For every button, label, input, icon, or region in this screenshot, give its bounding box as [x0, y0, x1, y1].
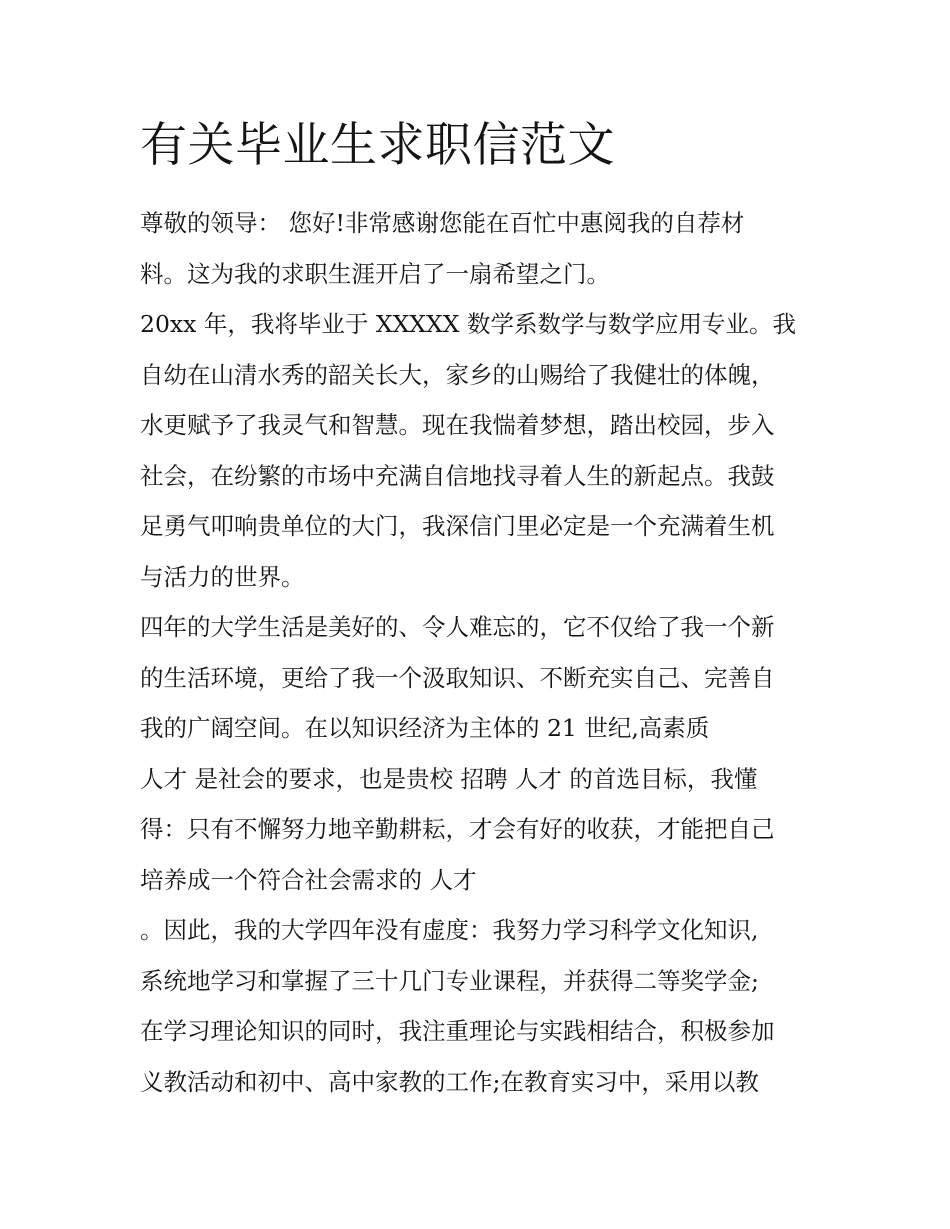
text-line: 社会，在纷繁的市场中充满自信地找寻着人生的新起点。我鼓 [140, 461, 775, 490]
text-line: 水更赋予了我灵气和智慧。现在我惴着梦想，踏出校园，步入 [140, 411, 775, 439]
text-line: 得：只有不懈努力地辛勤耕耘，才会有好的收获，才能把自己 [140, 815, 775, 843]
text-line: 培养成一个符合社会需求的 人才 [140, 865, 477, 894]
text-line: 四年的大学生活是美好的、令人难忘的，它不仅给了我一个新 [140, 613, 775, 641]
text-line: 料。这为我的求职生涯开启了一扇希望之门。 [140, 259, 610, 288]
text-line: 系统地学习和掌握了三十几门专业课程，并获得二等奖学金; [140, 966, 759, 995]
text-line: 义教活动和初中、高中家教的工作;在教育实习中，采用以教 [140, 1067, 759, 1096]
text-line: 与活力的世界。 [140, 562, 305, 591]
document-body [140, 198, 830, 1107]
text-line: 。因此，我的大学四年没有虚度：我努力学习科学文化知识, [140, 916, 759, 944]
document-title: 有关毕业生求职信范文 [140, 118, 615, 173]
text-line: 尊敬的领导： 您好!非常感谢您能在百忙中惠阅我的自荐材 [140, 209, 745, 237]
text-line: 足勇气叩响贵单位的大门，我深信门里必定是一个充满着生机 [140, 512, 775, 540]
text-line: 自幼在山清水秀的韶关长大，家乡的山赐给了我健壮的体魄， [140, 360, 775, 389]
text-line: 20xx 年，我将毕业于 XXXXX 数学系数学与数学应用专业。我 [140, 310, 796, 338]
text-line: 人才 是社会的要求，也是贵校 招聘 人才 的首选目标，我懂 [140, 764, 758, 793]
text-line: 我的广阔空间。在以知识经济为主体的 21 世纪,高素质 [140, 714, 710, 742]
text-line: 的生活环境，更给了我一个汲取知识、不断充实自己、完善自 [140, 663, 775, 692]
text-line: 在学习理论知识的同时，我注重理论与实践相结合，积极参加 [140, 1017, 775, 1045]
